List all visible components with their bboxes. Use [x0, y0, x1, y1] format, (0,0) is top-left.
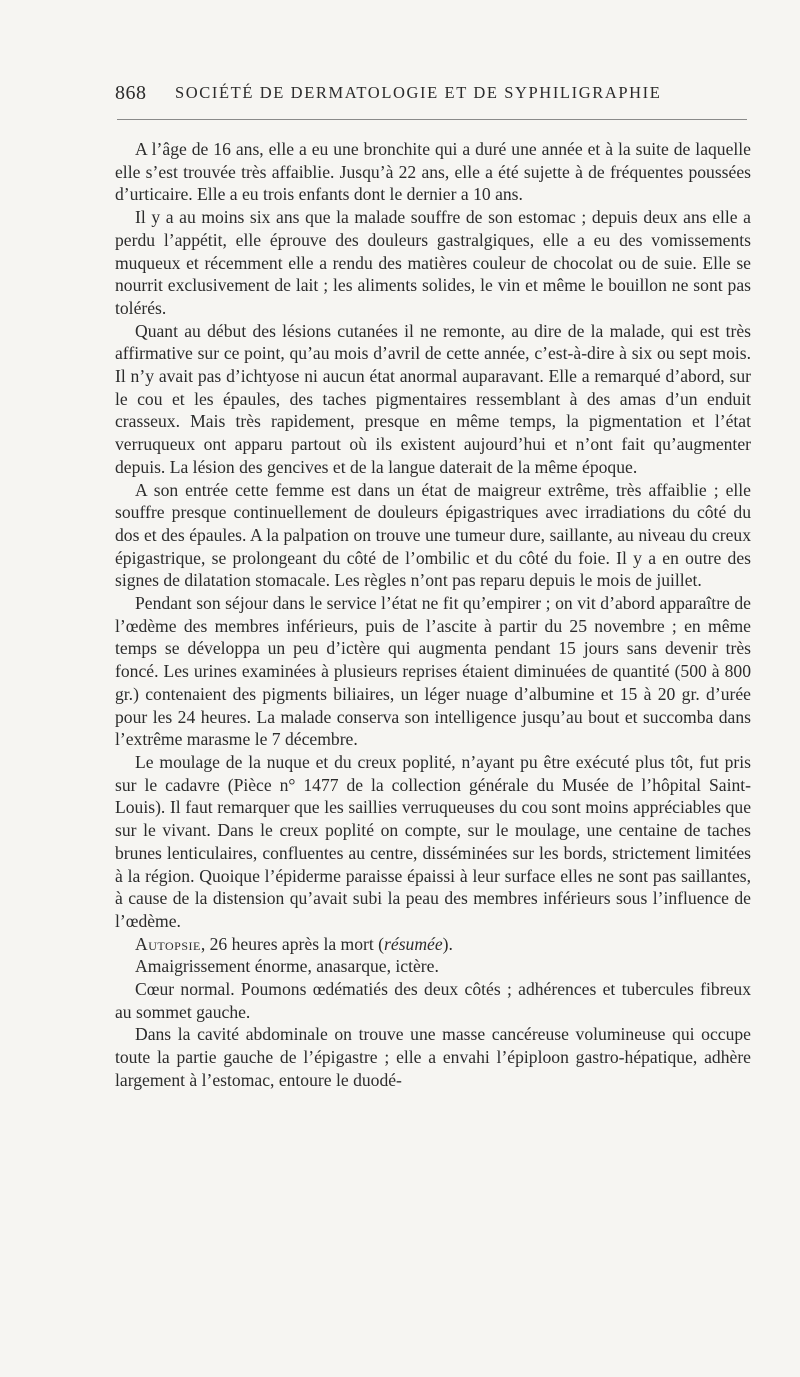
paragraph: Amaigrissement énorme, anasarque, ictère. [135, 956, 439, 977]
autopsy-paragraph [115, 933, 751, 956]
header-rule [117, 119, 747, 120]
paragraph: Le moulage de la nuque et du creux poplité, n’ayant pu être exécuté plus tôt, fut pris sur le cadavre (Pièce n° 1477 de la collection générale du Musée de l’hôpital Saint-Louis). Il faut remarquer que les saillies verruqueuses du cou sont moins appréciables que sur le vivant. Dans le creux poplité on compte, sur le moulage, une centaine de taches brunes lenticulaires, confluentes au centre, disséminées sur les bords, strictement limitées à la région. Quoique l’épiderme paraisse épaissi à leur surface elles ne sont pas saillantes, à cause de la distension qu’avait subi la peau des membres inférieurs sous l’influence de l’œdème. [115, 751, 751, 931]
autopsy-text: , 26 heures après la mort ( [200, 933, 385, 954]
page-number: 868 [115, 82, 147, 104]
paragraph: Il y a au moins six ans que la malade souffre de son estomac ; depuis deux ans elle a perdu l’appétit, elle éprouve des douleurs gastralgiques, elle a eu des vomissements muqueux et récemment elle a rendu des matières couleur de chocolat ou de suie. Elle se nourrit exclusivement de lait ; les aliments solides, le vin et même le bouillon ne sont pas tolérés. [115, 207, 751, 318]
autopsy-italic: résumée [384, 933, 443, 954]
autopsy-label: Autopsie [135, 933, 201, 954]
body-text [115, 138, 751, 1092]
page-header [115, 82, 745, 112]
running-title: SOCIÉTÉ DE DERMATOLOGIE ET DE SYPHILIGRAPHIE [175, 83, 662, 102]
paragraph: A son entrée cette femme est dans un état de maigreur extrême, très affaiblie ; elle souffre presque continuellement de douleurs épigastriques avec irradiations du côté du dos et des épaules. A la palpation on trouve une tumeur dure, saillante, au niveau du creux épigastrique, se prolongeant du côté de l’ombilic et du côté du foie. Il y a en outre des signes de dilatation stomacale. Les règles n’ont pas reparu depuis le mois de juillet. [115, 479, 751, 591]
paragraph: Cœur normal. Poumons œdématiés des deux côtés ; adhérences et tubercules fibreux au sommet gauche. [115, 979, 751, 1022]
autopsy-text-end: ). [442, 933, 453, 954]
paragraph: Quant au début des lésions cutanées il ne remonte, au dire de la malade, qui est très affirmative sur ce point, qu’au mois d’avril de cette année, c’est-à-dire à six ou sept mois. Il n’y avait pas d’ichtyose ni aucun état anormal auparavant. Elle a remarqué d’abord, sur le cou et les épaules, des taches pigmentaires ressemblant à des amas d’un enduit crasseux. Mais très rapidement, presque en même temps, la pigmentation et l’état verruqueux ont apparu partout où ils existent aujourd’hui et n’ont fait qu’augmenter depuis. La lésion des gencives et de la langue daterait de la même époque. [115, 320, 751, 477]
paragraph: Dans la cavité abdominale on trouve une masse cancéreuse volumineuse qui occupe toute la partie gauche de l’épigastre ; elle a envahi l’épiploon gastro-hépatique, adhère largement à l’estomac, entoure le duodé- [115, 1024, 751, 1090]
paragraph: A l’âge de 16 ans, elle a eu une bronchite qui a duré une année et à la suite de laquelle elle s’est trouvée très affaiblie. Jusqu’à 22 ans, elle a été sujette à de fréquentes poussées d’urticaire. Elle a eu trois enfants dont le dernier a 10 ans. [115, 139, 751, 205]
paragraph: Pendant son séjour dans le service l’état ne fit qu’empirer ; on vit d’abord apparaître de l’œdème des membres inférieurs, puis de l’ascite à partir du 25 novembre ; en même temps se développa un peu d’ictère qui augmenta pendant 15 jours sans devenir très foncé. Les urines examinées à plusieurs reprises étaient diminuées de quantité (500 à 800 gr.) contenaient des pigments biliaires, un léger nuage d’albumine et 15 à 20 gr. d’urée pour les 24 heures. La malade conserva son intelligence jusqu’au bout et succomba dans l’extrême marasme le 7 décembre. [115, 593, 751, 750]
